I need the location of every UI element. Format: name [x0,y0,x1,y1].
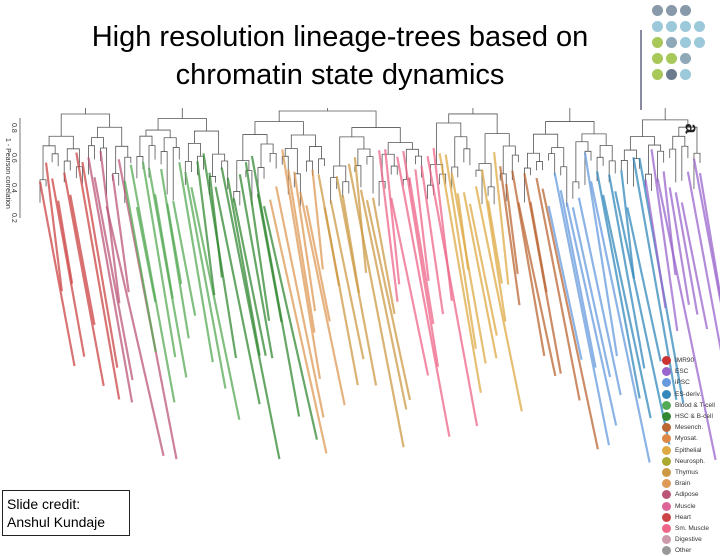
legend-label: iPSC [675,379,690,387]
legend-swatch [662,423,671,432]
tree-branch [243,135,267,161]
tree-branch [658,151,664,182]
tree-branch [630,137,654,150]
legend-label: IMR90 [675,357,695,365]
tree-branch [49,136,73,149]
legend-label: Blood & T-cell [675,401,715,409]
tree-branch [464,149,470,165]
tree-branch [343,182,349,198]
tree-branch [455,137,467,167]
tree-branch [340,137,364,166]
legend-label: Brain [675,480,691,488]
decorative-dot [694,37,705,48]
tree-branch [188,143,200,161]
decorative-dot [680,53,691,64]
legend-item [662,411,720,422]
axis-tick-0: 0.8 [10,123,17,133]
tree-branch [682,146,688,181]
legend-item [662,467,720,478]
decorative-dot [680,5,691,16]
legend-label: ESC [675,368,689,376]
legend-swatch [662,412,671,421]
legend-label: Digestive [675,536,702,544]
leaf-label-mark [361,190,406,410]
legend-label: ES-deriv. [675,390,702,398]
tree-branch [164,138,176,152]
tree-branch [61,114,109,136]
decorative-dot [666,37,677,48]
tree-branch [503,146,515,174]
leaf-label-mark [234,198,266,355]
legend-swatch [662,457,671,466]
legend-label: Sm. Muscle [675,524,709,532]
axis-tick-2: 0.4 [10,183,17,193]
legend-item [662,366,720,377]
legend-item [662,500,720,511]
legend-label: Muscle [675,502,696,510]
legend-label: Neurosph. [675,457,705,465]
legend-label: Mesench. [675,424,704,432]
leaf-label-mark [446,155,476,349]
legend-swatch [662,356,671,365]
tree-branch [255,122,303,135]
decorative-dot [652,5,663,16]
legend-swatch [662,502,671,511]
tree-branch [358,149,370,166]
tree-branch [388,143,412,155]
tree-branch [134,108,328,111]
legend-label: Epithelial [675,446,702,454]
decorative-dot [652,21,663,32]
leaf-label-mark [343,196,359,293]
tree-branch [537,162,543,171]
tree-branch [279,111,376,128]
leaf-label-mark [222,167,280,459]
axis-tick-3: 0.2 [10,213,17,223]
legend-label: Other [675,547,692,555]
legend-swatch [662,468,671,477]
leaf-label-mark [591,181,650,462]
legend-item [662,422,720,433]
leaf-label-mark [664,171,676,275]
leaf-label-mark [264,206,317,440]
leaf-label-mark [82,162,117,368]
tree-branch [137,156,143,178]
tree-branch [546,122,594,135]
leaf-label-mark [355,157,366,273]
slide-title: High resolution lineage-trees based on chromatin state dynamics [91,21,589,91]
tree-branch [85,108,182,119]
legend-swatch [662,479,671,488]
tree-branch [158,119,206,132]
leaf-labels [40,148,720,462]
tree-branch [582,134,606,146]
legend-swatch [662,401,671,410]
leaf-label-mark [349,164,404,447]
legend-item [662,400,720,411]
tree-branch [527,153,539,168]
tree-branch [533,134,557,153]
legend-label: Myosat. [675,435,698,443]
tree-branch [270,153,276,168]
decorative-dot [666,53,677,64]
tree-branch [334,166,346,182]
legend-item [662,489,720,500]
tree-branch [43,146,55,180]
legend-item [662,355,720,366]
tree-branch [352,128,400,143]
decorative-dot-grid [640,0,720,110]
legend-label: Thymus [675,468,699,476]
tree-branch [194,131,218,154]
panel-label: a [681,123,702,134]
distance-axis [4,118,20,223]
decorative-dot [680,21,691,32]
legend-swatch [662,546,671,555]
tree-branch [146,130,170,138]
legend-item [662,456,720,467]
tree-branch [173,147,179,200]
legend-item [662,478,720,489]
legend-label: HSC & B-cell [675,413,713,421]
decorative-dot [652,37,663,48]
decorative-dot [652,53,663,64]
legend-label: Heart [675,513,691,521]
slide-credit: Slide credit: Anshul Kundaje [2,490,130,536]
legend-swatch [662,524,671,533]
decorative-dot [652,69,663,80]
tree-branch [449,114,497,134]
tree-branch [670,149,676,182]
legend-item [662,377,720,388]
legend-item [662,389,720,400]
tree-branch [391,166,397,175]
tree-branch [549,154,555,176]
legend-label: Adipose [675,491,699,499]
legend-item [662,512,720,523]
tree-branch [600,146,612,161]
leaf-label-mark [276,186,323,417]
tree-branch [306,161,312,176]
leaf-label-mark [476,186,522,411]
decorative-dot [666,21,677,32]
legend-swatch [662,490,671,499]
legend-swatch [662,446,671,455]
legend-swatch [662,378,671,387]
legend-swatch [662,367,671,376]
tree-branch [367,157,373,194]
legend-swatch [662,390,671,399]
leaf-label-mark [397,157,449,437]
legend-item [662,433,720,444]
decorative-dot [666,5,677,16]
decorative-dot [680,69,691,80]
tree-branch [261,144,273,168]
legend-item [662,523,720,534]
legend-swatch [662,513,671,522]
leaf-label-mark [325,207,339,285]
tree-branch [521,108,665,120]
tissue-legend [662,355,720,556]
leaf-label-mark [518,202,555,376]
tree-branch [552,148,564,167]
decorative-dot [680,37,691,48]
decorative-dot [666,69,677,80]
tree-branch [91,138,103,148]
legend-item [662,545,720,556]
tree-branch [573,182,579,199]
tree-branch [473,108,570,122]
tree-branch [52,154,58,166]
axis-tick-1: 0.6 [10,153,17,163]
tree-branch [140,136,152,156]
tree-branch [673,136,685,149]
decorative-dot [694,21,705,32]
axis-title: 1 - Pearson correlation [4,138,11,209]
tree-branch [485,134,509,164]
legend-swatch [662,434,671,443]
leaf-label-mark [440,153,481,393]
tree-branch [285,149,297,174]
lineage-tree-figure [0,108,720,540]
tree-branch [319,159,325,174]
tree-branch [98,127,122,146]
legend-item [662,445,720,456]
tree-branch [331,178,337,205]
